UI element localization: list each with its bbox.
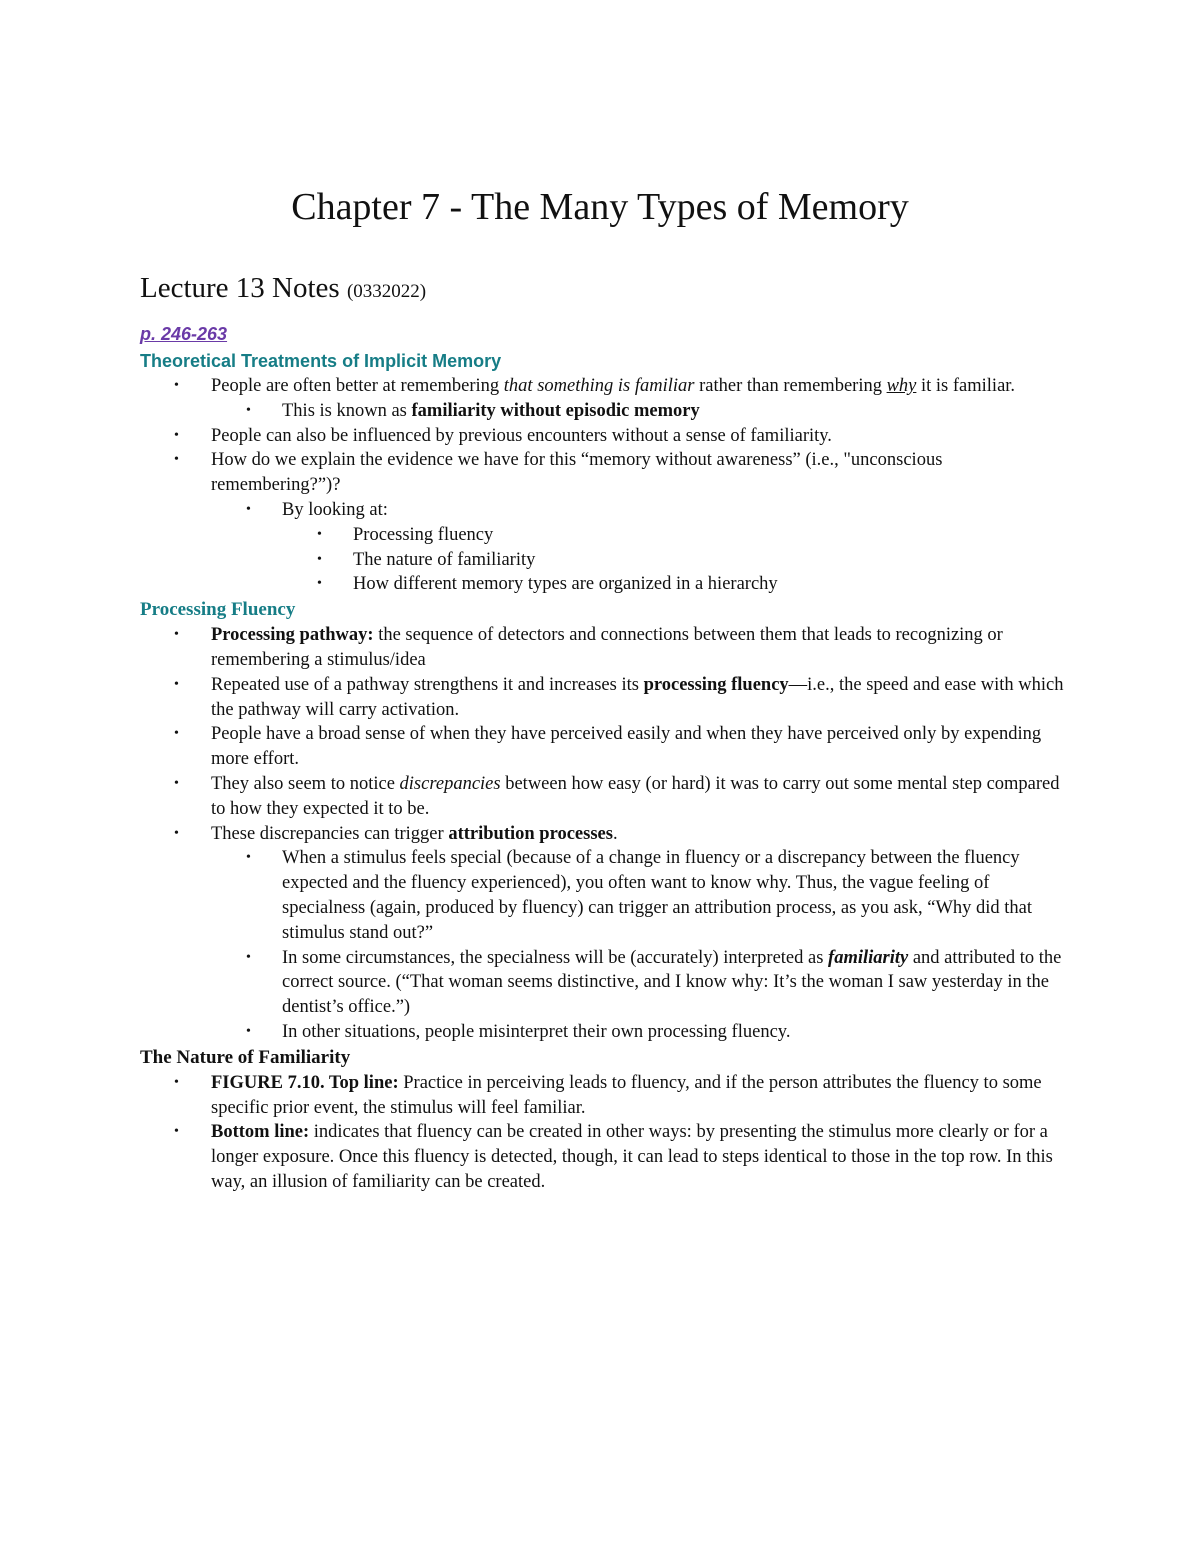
bullet-icon: •: [174, 825, 179, 841]
bullet-icon: •: [246, 1023, 251, 1039]
notes-body: [140, 322, 1070, 1195]
list-item: • This is known as familiarity without episodic memory: [140, 399, 1070, 424]
processing-fluency-list: [140, 623, 1070, 1045]
bullet-icon: •: [174, 775, 179, 791]
bullet-icon: •: [174, 427, 179, 443]
lecture-date: (0332022): [346, 281, 427, 302]
list-item: • These discrepancies can trigger attribution processes.: [140, 822, 1070, 847]
lecture-label: Lecture 13 Notes: [140, 272, 340, 304]
list-item: • They also seem to notice discrepancies between how easy (or hard) it was to carry out some mental step compared to how they expected it to be.: [174, 773, 1060, 819]
bullet-icon: •: [317, 526, 322, 542]
bullet-icon: •: [174, 452, 179, 468]
page-range-link[interactable]: p. 246-263: [140, 324, 228, 344]
bullet-icon: •: [246, 402, 251, 418]
bullet-icon: •: [174, 726, 179, 742]
bullet-icon: •: [246, 850, 251, 866]
list-item: • Repeated use of a pathway strengthens it and increases its processing fluency—i.e., the speed and ease with which the pathway will carry activation.: [174, 674, 1064, 720]
list-item: • By looking at:: [140, 498, 1070, 523]
list-item: • How do we explain the evidence we have for this “memory without awareness” (i.e., "unconscious remembering?”)?: [174, 450, 943, 496]
lecture-heading: [140, 268, 426, 312]
bullet-icon: •: [317, 551, 322, 567]
list-item: • FIGURE 7.10. Top line: Practice in perceiving leads to fluency, and if the person attributes the fluency to some specific prior event, the stimulus will feel familiar.: [174, 1072, 1042, 1118]
implicit-memory-list: [140, 374, 1070, 597]
nature-of-familiarity-list: [140, 1071, 1070, 1195]
list-item: • The nature of familiarity: [140, 548, 1070, 573]
list-item: • When a stimulus feels special (because of a change in fluency or a discrepancy between the fluency expected and the fluency experienced), you often want to know why. Thus, the vague feeling of specialness (again, produced by fluency) can trigger an attribution process, as you ask, “Why did that stimulus stand out?”: [246, 848, 1033, 943]
list-item: • In other situations, people misinterpret their own processing fluency.: [140, 1020, 1070, 1045]
bullet-icon: •: [174, 378, 179, 393]
bullet-icon: •: [317, 576, 322, 592]
bullet-icon: •: [174, 1124, 179, 1140]
document-title: Chapter 7 - The Many Types of Memory: [291, 186, 909, 228]
section-heading-implicit-memory: Theoretical Treatments of Implicit Memory: [140, 351, 502, 371]
bullet-icon: •: [246, 501, 251, 517]
section-heading-nature-of-familiarity: The Nature of Familiarity: [140, 1046, 351, 1068]
list-item: • Processing pathway: the sequence of detectors and connections between them that leads to recognizing or remembering a stimulus/idea: [174, 625, 1003, 670]
bullet-icon: •: [246, 949, 251, 965]
list-item: • Processing fluency: [140, 523, 1070, 548]
list-item: • In some circumstances, the specialness will be (accurately) interpreted as familiarity and attributed to the correct source. (“That woman seems distinctive, and I know why: It’s the woman I saw yesterday in the dentist’s office.”): [246, 947, 1062, 1018]
list-item: • Bottom line: indicates that fluency can be created in other ways: by presenting the stimulus more clearly or for a longer exposure. Once this fluency is detected, though, it can lead to steps identical to those in the top row. In this way, an illusion of familiarity can be created.: [174, 1122, 1053, 1192]
list-item: • People are often better at remembering that something is familiar rather than remembering why it is familiar.: [140, 374, 1070, 399]
bullet-icon: •: [174, 1074, 179, 1090]
list-item: • How different memory types are organized in a hierarchy: [140, 572, 1070, 597]
list-item: • People can also be influenced by previous encounters without a sense of familiarity.: [140, 424, 1070, 449]
bullet-icon: •: [174, 627, 179, 643]
section-heading-processing-fluency: Processing Fluency: [140, 599, 296, 621]
list-item: • People have a broad sense of when they have perceived easily and when they have perceived only by expending more effort.: [174, 724, 1042, 770]
bullet-icon: •: [174, 676, 179, 692]
